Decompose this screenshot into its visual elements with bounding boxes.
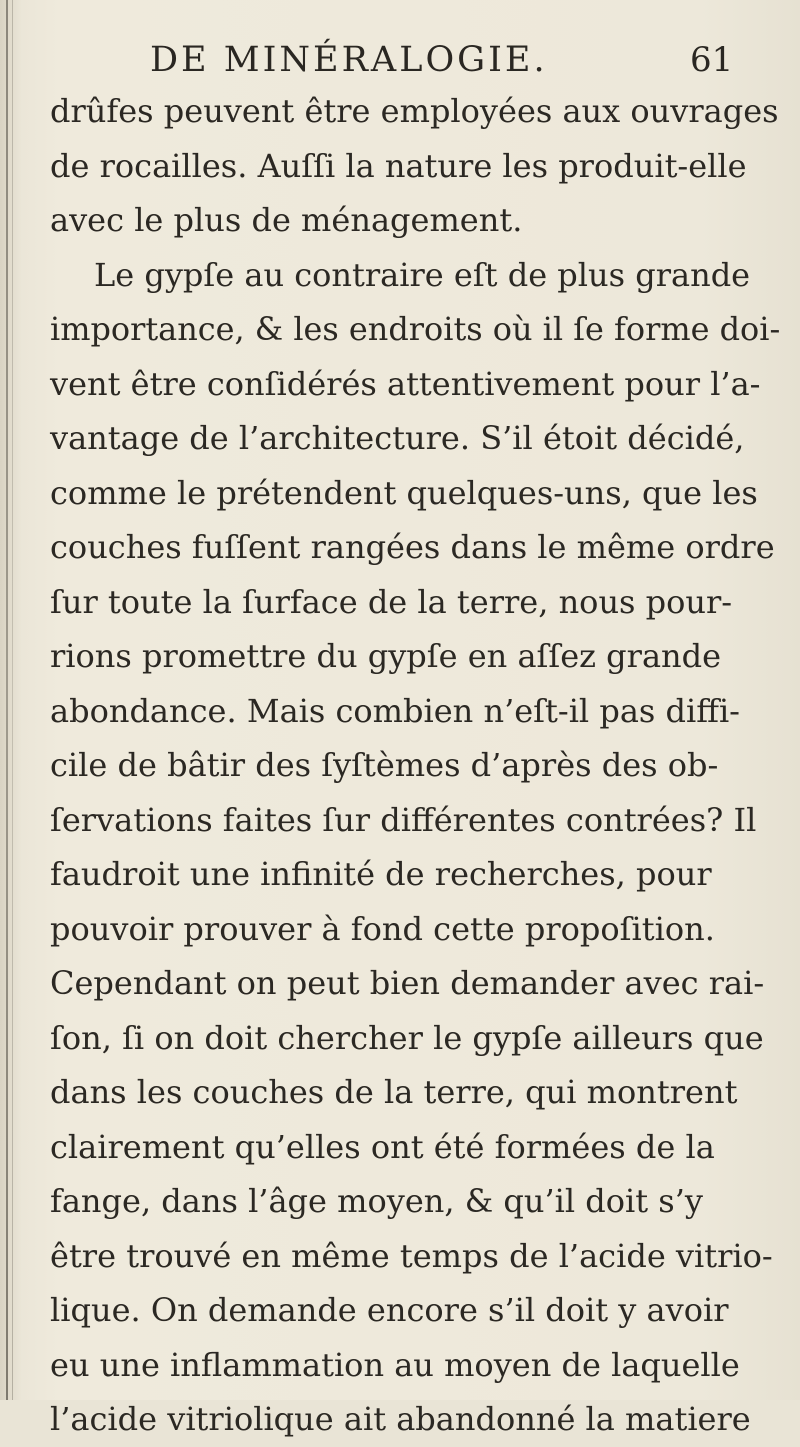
text-line: dans les couches de la terre, qui montrent [50,1073,738,1111]
page-header [0,36,800,86]
gutter-shadow-inner [12,0,13,1400]
text-line: ſon, ſi on doit chercher le gypſe ailleurs que [50,1018,764,1057]
text-line: vantage de l’architecture. S’il étoit décidé, [50,419,745,457]
text-line: être trouvé en même temps de l’acide vitrio- [50,1236,773,1275]
text-line: ſervations faites ſur différentes contrées? Il [50,800,757,839]
body-text [50,84,780,1447]
text-line: faudroit une infinité de recherches, pour [50,855,712,893]
text-line: clairement qu’elles ont été formées de la [50,1127,715,1166]
text-line: rions promettre du gypſe en aſſez grande [50,637,722,675]
paragraph-start-line: Le gypſe au contraire eſt de plus grande [94,255,751,294]
text-line: fange, dans l’âge moyen, & qu’il doit s’y [50,1182,703,1220]
text-line: abondance. Mais combien n’eſt-il pas diffi- [50,691,740,730]
text-line: cile de bâtir des ſyſtèmes d’après des ob- [50,746,719,784]
text-line: comme le prétendent quelques-uns, que les [50,473,758,512]
text-line: importance, & les endroits où il ſe forme doi- [50,310,781,348]
text-line: l’acide vitriolique ait abandonné la matiere [50,1400,751,1438]
text-line: de rocailles. Auſſi la nature les produit-elle [50,146,747,185]
text-line: ſur toute la ſurface de la terre, nous pour- [50,582,733,621]
text-line: pouvoir prouver à fond cette propoſition. [50,909,715,948]
text-line: avec le plus de ménagement. [50,201,523,239]
text-line: couches fuſſent rangées dans le même ordre [50,528,775,566]
page-number: 61 [690,40,734,80]
running-title: DE MINÉRALOGIE. [150,40,548,80]
text-line: drûfes peuvent être employées aux ouvrages [50,92,779,130]
gutter-shadow [6,0,8,1400]
text-line: lique. On demande encore s’il doit y avoir [50,1291,729,1329]
text-line: vent être conſidérés attentivement pour l’a- [50,364,761,403]
text-line: Cependant on peut bien demander avec rai- [50,964,765,1002]
text-line: eu une inflammation au moyen de laquelle [50,1345,740,1384]
